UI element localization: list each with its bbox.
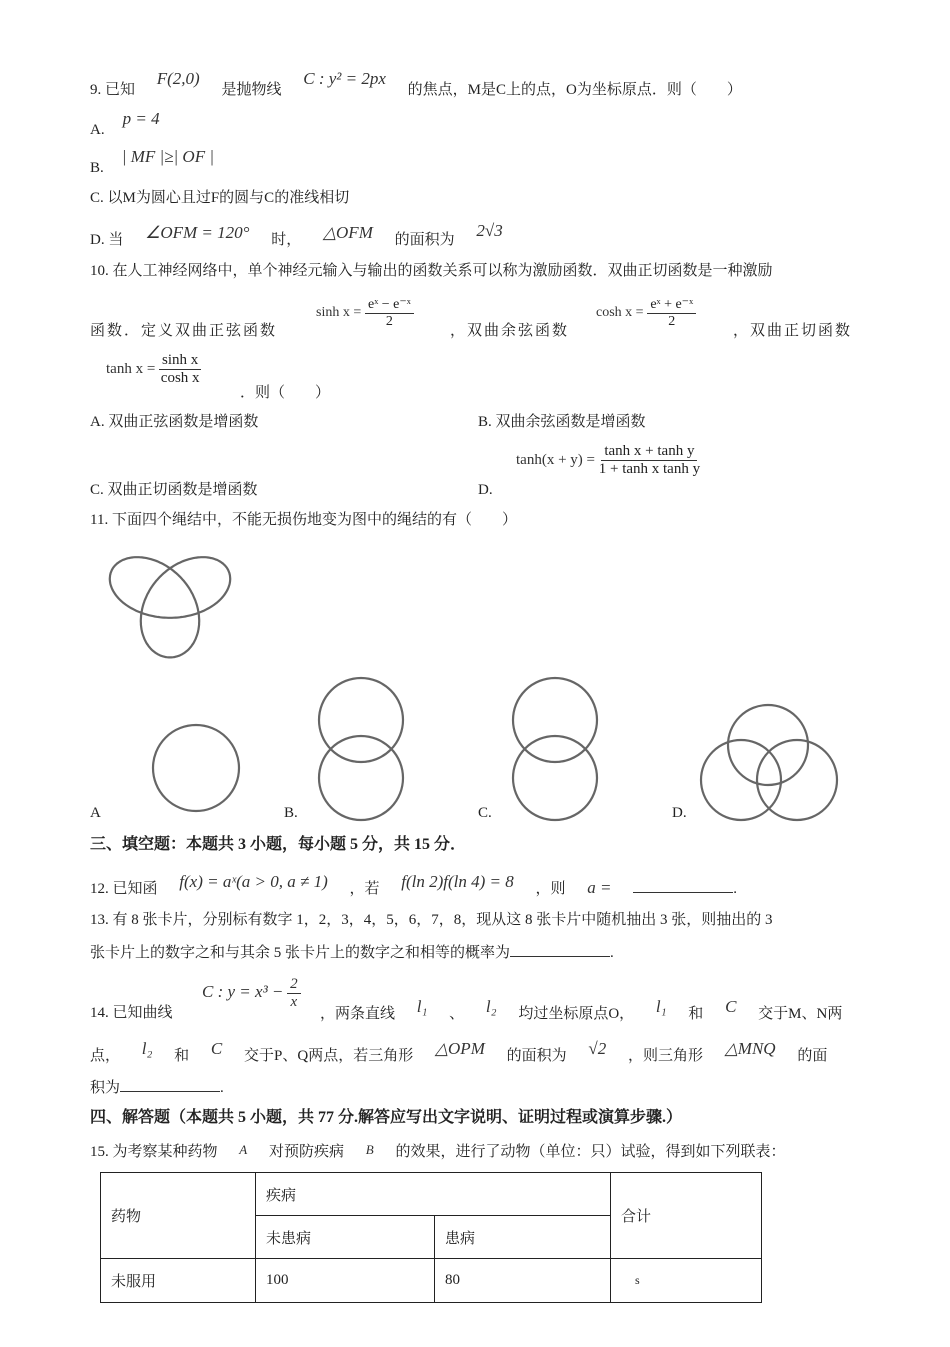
math: △MNQ <box>724 1039 776 1058</box>
numerator: tanh x + tanh y <box>601 443 697 461</box>
numerator: 2 <box>287 976 301 994</box>
q10-t4: ．则（ ） <box>240 385 331 401</box>
q9-stem <box>90 69 742 99</box>
text: 交于P、Q两点，若三角形 <box>244 1048 414 1064</box>
text: 对预防疾病 <box>268 1144 344 1160</box>
cosh-definition <box>596 296 696 330</box>
label: A. <box>90 122 105 138</box>
math: △OPM <box>434 1039 485 1058</box>
math: √2 <box>588 1039 607 1058</box>
text: 积为 <box>90 1080 121 1096</box>
answer-blank[interactable] <box>120 1077 220 1092</box>
math: ∠OFM = 120° <box>145 223 250 242</box>
math: f(ln 2)f(ln 4) = 8 <box>401 872 514 891</box>
header-total: 合计 <box>611 1173 762 1259</box>
q10-t3: ，双曲正切函数 <box>733 323 853 339</box>
text: 均过坐标原点O， <box>518 1006 635 1022</box>
answer-blank[interactable] <box>633 878 733 893</box>
answer-blank[interactable] <box>510 942 610 957</box>
cell-total: s <box>611 1259 762 1303</box>
text: 是抛物线 <box>221 82 282 98</box>
text: 点， <box>90 1048 121 1064</box>
q9-option-a <box>90 109 160 139</box>
text: ，两条直线 <box>320 1006 396 1022</box>
text: 和 <box>174 1048 190 1064</box>
denominator: cosh x <box>160 370 200 386</box>
math: C : y = x³ − <box>202 981 284 1001</box>
numerator: sinh x <box>159 352 201 370</box>
q10-t1: 函数．定义双曲正弦函数 <box>90 323 278 339</box>
math: 2√3 <box>476 221 503 240</box>
text: 的效果，进行了动物（单位：只）试验，得到如下列联表： <box>395 1144 786 1160</box>
text: ，若 <box>349 881 380 897</box>
section-3-heading: 三、填空题：本题共 3 小题，每小题 5 分，共 15 分． <box>90 836 467 853</box>
math: p = 4 <box>122 109 160 128</box>
trefoil-knot-figure <box>110 557 230 657</box>
q9-option-c: C. 以M为圆心且过F的圆与C的准线相切 <box>90 190 350 206</box>
q11-option-c-label: C. <box>478 805 492 821</box>
math: l₂ <box>485 997 497 1016</box>
text: 时， <box>271 232 302 248</box>
q10-t2: ，双曲余弦函数 <box>450 323 570 339</box>
math: cosh x = <box>596 305 644 321</box>
text: 的焦点，M是C上的点，O为坐标原点．则（ ） <box>407 82 742 98</box>
text: 12. 已知函 <box>90 881 158 897</box>
math: C <box>210 1039 223 1058</box>
q12 <box>90 872 738 898</box>
math: | MF |≥| OF | <box>121 147 214 166</box>
q11-option-a-label: A <box>90 805 101 821</box>
q10-option-b: B. 双曲余弦函数是增函数 <box>478 414 646 430</box>
text: 的面积为 <box>394 232 455 248</box>
header-sick: 患病 <box>435 1216 611 1259</box>
text: 9. 已知 <box>90 82 136 98</box>
q11-option-b-label: B. <box>284 805 298 821</box>
math: △OFM <box>322 223 373 242</box>
label: D. 当 <box>90 232 124 248</box>
math: tanh x = <box>106 360 156 377</box>
sinh-definition <box>316 296 414 330</box>
text: 张卡片上的数字之和与其余 5 张卡片上的数字之和相等的概率为 <box>90 945 511 961</box>
q14-line3 <box>90 1077 224 1097</box>
text: . <box>220 1080 224 1096</box>
text: ，则 <box>535 881 566 897</box>
q14-line1 <box>320 997 843 1023</box>
text: 的面积为 <box>506 1048 567 1064</box>
denominator: x <box>290 994 298 1010</box>
text: ，则三角形 <box>627 1048 703 1064</box>
math: C : y² = 2px <box>303 69 386 88</box>
text: . <box>610 945 614 961</box>
knot-option-a-unknot <box>153 725 239 811</box>
text: 和 <box>688 1006 704 1022</box>
section-4-heading: 四、解答题（本题共 5 小题，共 77 分.解答应写出文字说明、证明过程或演算步骤.） <box>90 1109 683 1126</box>
q9-option-d <box>90 221 503 249</box>
q11-stem: 11. 下面四个绳结中，不能无损伤地变为图中的绳结的有（ ） <box>90 512 517 528</box>
q10-option-c: C. 双曲正切函数是增函数 <box>90 482 258 498</box>
q13-line1: 13. 有 8 张卡片，分别标有数字 1，2，3，4，5，6，7，8，现从这 8 张卡片中随机抽出 3 张，则抽出的 3 <box>90 912 773 928</box>
text: 、 <box>449 1006 465 1022</box>
knot-option-b-figure <box>319 678 403 820</box>
q14-line2 <box>90 1039 828 1065</box>
math: a = <box>587 878 612 897</box>
text: . <box>733 881 738 897</box>
math: F(2,0) <box>156 69 200 88</box>
q10-line1: 10. 在人工神经网络中，单个神经元输入与输出的函数关系可以称为激励函数．双曲正切函数是一种激励 <box>90 263 773 279</box>
knot-option-d-figure <box>701 705 837 820</box>
math: B <box>365 1142 374 1157</box>
header-drug: 药物 <box>101 1173 256 1259</box>
numerator: eˣ − e⁻ˣ <box>365 296 414 314</box>
text: 15. 为考察某种药物 <box>90 1144 218 1160</box>
cell-sick: 80 <box>435 1259 611 1303</box>
header-disease: 疾病 <box>256 1173 611 1216</box>
label: B. <box>90 160 104 176</box>
q14-curve <box>202 976 301 1011</box>
math: l₁ <box>655 997 667 1016</box>
math: l₂ <box>141 1039 153 1058</box>
text: 的面 <box>797 1048 828 1064</box>
math: tanh(x + y) = <box>516 451 595 468</box>
q11-option-d-label: D. <box>672 805 687 821</box>
denominator: 1 + tanh x tanh y <box>598 461 701 477</box>
math: f(x) = aˣ(a > 0, a ≠ 1) <box>179 872 328 891</box>
denominator: 2 <box>385 314 393 329</box>
q13-line2 <box>90 942 614 962</box>
tanh-definition <box>106 352 201 387</box>
numerator: eˣ + e⁻ˣ <box>647 296 696 314</box>
math: l₁ <box>416 997 428 1016</box>
cell-drug: 未服用 <box>101 1259 256 1303</box>
denominator: 2 <box>668 314 676 329</box>
q10-option-d: D. <box>478 482 493 498</box>
q14-t1: 14. 已知曲线 <box>90 1005 173 1021</box>
contingency-table <box>100 1172 762 1303</box>
q10-option-d-formula <box>516 443 700 478</box>
math: C <box>725 997 737 1016</box>
math: sinh x = <box>316 305 362 321</box>
text: 交于M、N两 <box>758 1006 843 1022</box>
q15-stem <box>90 1143 785 1161</box>
knot-option-c-figure <box>513 678 597 820</box>
cell-not-sick: 100 <box>256 1259 435 1303</box>
q9-option-b <box>90 147 214 177</box>
header-not-sick: 未患病 <box>256 1216 435 1259</box>
q10-option-a: A. 双曲正弦函数是增函数 <box>90 414 259 430</box>
table-row <box>101 1259 762 1303</box>
math: A <box>239 1142 248 1157</box>
